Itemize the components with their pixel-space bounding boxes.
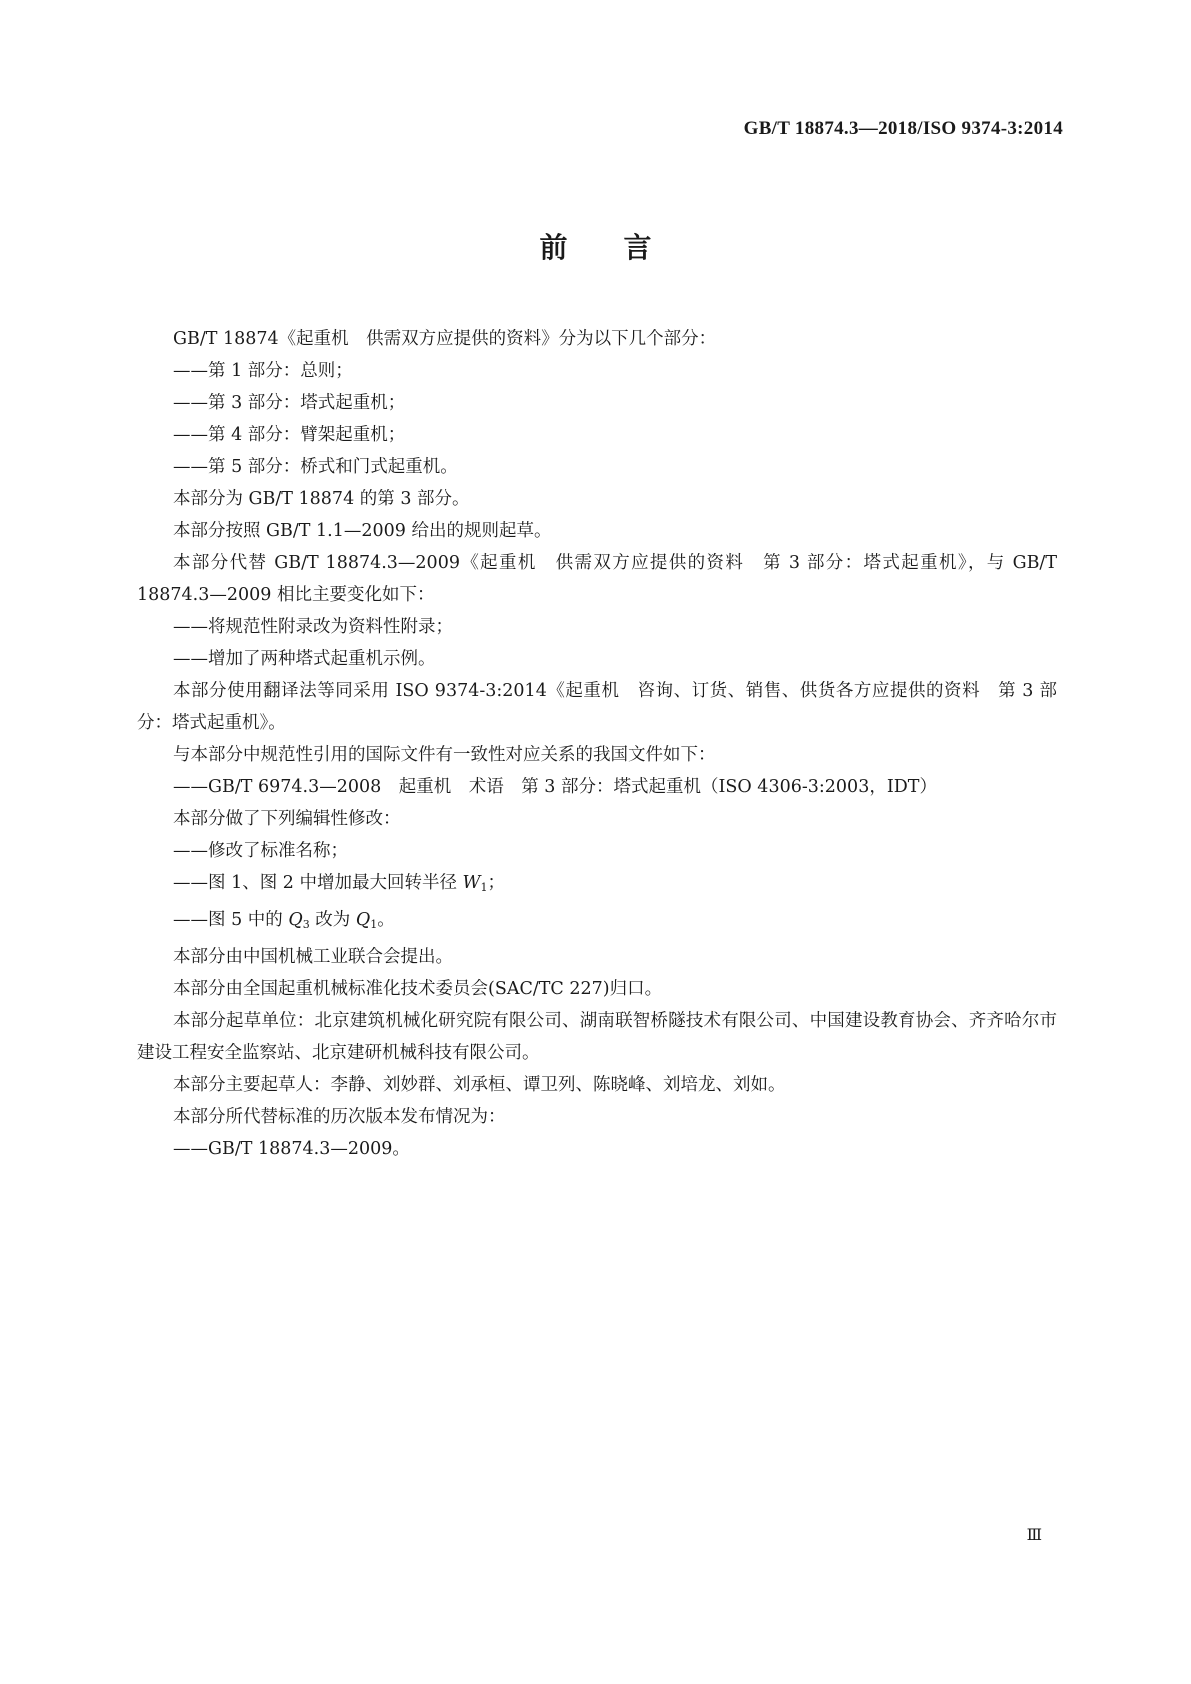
paragraph: 本部分由中国机械工业联合会提出。 [173, 947, 453, 967]
list-item: ——修改了标准名称； [173, 841, 348, 861]
page-title: 前言 [539, 231, 708, 264]
paragraph: 本部分使用翻译法等同采用 ISO 9374-3:2014《起重机 咨询、订货、销售、供货各方应提供的资料 第 3 部分：塔式起重机》。 [137, 681, 1057, 733]
standard-number-header: GB/T 18874.3—2018/ISO 9374-3:2014 [743, 118, 1063, 139]
text-fragment: ——图 5 中的 [173, 910, 289, 930]
variable-w: W [462, 873, 481, 893]
list-item: ——第 3 部分：塔式起重机； [173, 393, 406, 413]
text-fragment: 改为 [309, 910, 356, 930]
paragraph: 本部分所代替标准的历次版本发布情况为： [173, 1107, 506, 1127]
paragraph: 本部分代替 GB/T 18874.3—2009《起重机 供需双方应提供的资料 第 3 部分：塔式起重机》，与 GB/T 18874.3—2009 相比主要变化如下： [137, 553, 1057, 605]
subscript: 1 [480, 881, 488, 894]
subscript: 3 [302, 918, 310, 931]
page-number: Ⅲ [1026, 1527, 1042, 1544]
paragraph: 本部分做了下列编辑性修改： [173, 809, 401, 829]
foreword-body [137, 323, 1057, 1165]
list-item: ——第 5 部分：桥式和门式起重机。 [173, 457, 458, 477]
paragraph: 与本部分中规范性引用的国际文件有一致性对应关系的我国文件如下： [173, 745, 716, 765]
paragraph: GB/T 18874《起重机 供需双方应提供的资料》分为以下几个部分： [173, 329, 717, 349]
paragraph: 本部分由全国起重机械标准化技术委员会(SAC/TC 227)归口。 [173, 979, 663, 999]
list-item: ——增加了两种塔式起重机示例。 [173, 649, 436, 669]
list-item: ——GB/T 18874.3—2009。 [173, 1139, 410, 1159]
subscript: 1 [370, 918, 378, 931]
paragraph: 本部分按照 GB/T 1.1—2009 给出的规则起草。 [173, 521, 552, 541]
list-item: ——GB/T 6974.3—2008 起重机 术语 第 3 部分：塔式起重机（ISO 4306-3:2003，IDT） [173, 777, 937, 797]
variable-q: Q [355, 910, 371, 930]
text-fragment: ——图 1、图 2 中增加最大回转半径 [173, 873, 463, 893]
list-item: ——将规范性附录改为资料性附录； [173, 617, 453, 637]
list-item: ——第 1 部分：总则； [173, 361, 353, 381]
paragraph: 本部分为 GB/T 18874 的第 3 部分。 [173, 489, 470, 509]
paragraph: 本部分主要起草人：李静、刘妙群、刘承桓、谭卫列、陈晓峰、刘培龙、刘如。 [173, 1075, 786, 1095]
list-item-figure-radius [137, 867, 1057, 904]
text-fragment: 。 [377, 910, 395, 930]
list-item-figure-q [137, 904, 1057, 941]
paragraph: 本部分起草单位：北京建筑机械化研究院有限公司、湖南联智桥隧技术有限公司、中国建设教育协会、齐齐哈尔市建设工程安全监察站、北京建研机械科技有限公司。 [137, 1011, 1057, 1063]
variable-q: Q [288, 910, 303, 930]
list-item: ——第 4 部分：臂架起重机； [173, 425, 406, 445]
text-fragment: ； [487, 873, 506, 893]
